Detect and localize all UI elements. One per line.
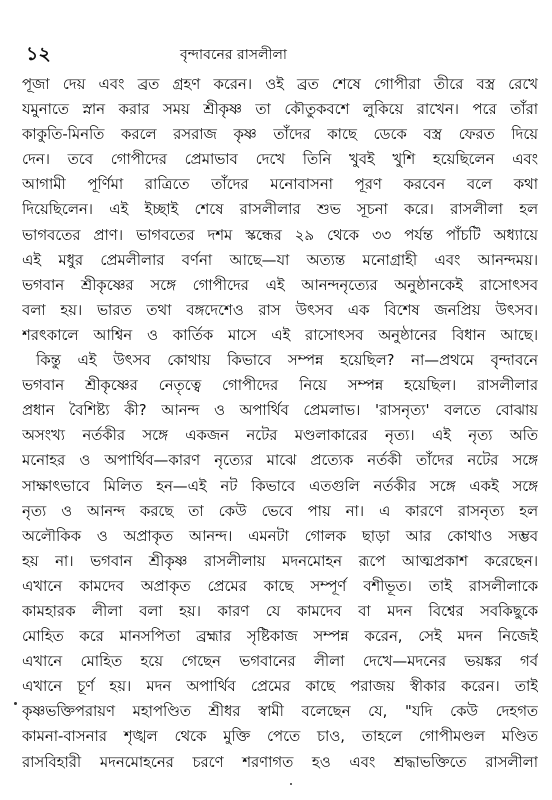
scan-speck [14, 702, 17, 705]
text-line: মনোহর ও অপার্থিব—কারণ নৃত্যের মাঝে প্রত্যেক নর্তকী তাঁদের নটের সঙ্গে [22, 452, 538, 470]
page-number: ১২ [26, 43, 51, 65]
running-title: বৃন্দাবনের রাসলীলা [180, 47, 287, 63]
text-line: কামহারক লীলা বলা হয়। কারণ যে কামদেব বা মদন বিশ্বের সবকিছুকে [22, 602, 538, 620]
text-line: এখানে কামদেব অপ্রাকৃত প্রেমের কাছে সম্পূর্ণ বশীভূত। তাই রাসলীলাকে [22, 577, 538, 595]
text-line: আগামী পূর্ণিমা রাত্রিতে তাঁদের মনোবাসনা পূরণ করবেন বলে কথা [22, 176, 538, 194]
page-header [0, 42, 552, 70]
text-line: ভাগবতের প্রাণ। ভাগবতের দশম স্কন্ধের ২৯ থেকে ৩৩ পর্যন্ত পাঁচটি অধ্যায়ে [22, 226, 538, 244]
text-line: অসংখ্য নর্তকীর সঙ্গে একজন নটের মণ্ডলাকারের নৃত্য। এই নৃত্য অতি [22, 427, 538, 445]
body-text [22, 72, 538, 775]
text-line: পূজা দেয় এবং ব্রত গ্রহণ করেন। ওই ব্রত শেষে গোপীরা তীরে বস্ত্র রেখে [22, 76, 538, 93]
text-line: কামনা-বাসনার শৃঙ্খল থেকে মুক্তি পেতে চাও, তাহলে গোপীমণ্ডল মণ্ডিত [22, 728, 538, 746]
text-line: শরৎকালে আশ্বিন ও কার্তিক মাসে এই রাসোৎসব অনুষ্ঠানের বিধান আছে। [22, 326, 538, 344]
text-line: রাসবিহারী মদনমোহনের চরণে শরণাগত হও এবং শ্রদ্ধাভক্তিতে রাসলীলা [22, 753, 538, 771]
text-line: কাকুতি-মিনতি করলে রসরাজ কৃষ্ণ তাঁদের কাছে ডেকে বস্ত্র ফেরত দিয়ে [22, 126, 538, 144]
paragraph-first-line: কিন্তু এই উৎসব কোথায় কিভাবে সম্পন্ন হয়েছিল? না—প্রথমে বৃন্দাবনে [36, 352, 538, 370]
text-line: এখানে মোহিত হয়ে গেছেন ভগবানের লীলা দেখে—মদনের ভয়ঙ্কর গর্ব [22, 653, 538, 671]
text-line: ভগবান শ্রীকৃষ্ণের সঙ্গে গোপীদের এই আনন্দনৃত্যের অনুষ্ঠানকেই রাসোৎসব [22, 276, 538, 294]
text-line: যমুনাতে স্নান করার সময় শ্রীকৃষ্ণ তা কৌতুকবশে লুকিয়ে রাখেন। পরে তাঁরা [22, 101, 538, 119]
text-line: দেন। তবে গোপীদের প্রেমাভাব দেখে তিনি খুবই খুশি হয়েছিলেন এবং [22, 151, 538, 169]
text-line: বলা হয়। ভারত তথা বঙ্গদেশেও রাস উৎসব এক বিশেষ জনপ্রিয় উৎসব। [22, 301, 538, 319]
text-line: ভগবান শ্রীকৃষ্ণের নেতৃত্বে গোপীদের নিয়ে সম্পন্ন হয়েছিল। রাসলীলার [22, 377, 538, 395]
text-line: সাক্ষাৎভাবে মিলিত হন—এই নট কিভাবে এতগুলি নর্তকীর সঙ্গে একই সঙ্গে [22, 477, 538, 495]
text-line: মোহিত করে মানসপিতা ব্রহ্মার সৃষ্টিকাজ সম্পন্ন করেন, সেই মদন নিজেই [22, 628, 538, 646]
text-line: অলৌকিক ও অপ্রাকৃত আনন্দ। এমনটা গোলক ছাড়া আর কোথাও সম্ভব [22, 527, 538, 545]
scan-speck [290, 783, 292, 785]
text-line: এই মধুর প্রেমলীলার বর্ণনা আছে—যা অত্যন্ত মনোগ্রাহী এবং আনন্দময়। [22, 251, 538, 269]
text-line: এখানে চূর্ণ হয়। মদন অপার্থিব প্রেমের কাছে পরাজয় স্বীকার করেন। তাই [22, 678, 538, 696]
text-line: প্রধান বৈশিষ্ট্য কী? আনন্দ ও অপার্থিব প্রেমলাভ। 'রাসনৃত্য' বলতে বোঝায় [22, 402, 538, 420]
text-line: কৃষ্ণভক্তিপরায়ণ মহাপণ্ডিত শ্রীধর স্বামী বলেছেন যে, "যদি কেউ দেহগত [22, 703, 538, 721]
text-line: হয় না। ভগবান শ্রীকৃষ্ণ রাসলীলায় মদনমোহন রূপে আত্মপ্রকাশ করেছেন। [22, 552, 538, 570]
text-line: নৃত্য ও আনন্দ করছে তা কেউ ভেবে পায় না। এ কারণে রাসনৃত্য হল [22, 502, 538, 520]
text-line: দিয়েছিলেন। এই ইচ্ছাই শেষে রাসলীলার শুভ সূচনা করে। রাসলীলা হল [22, 201, 538, 219]
